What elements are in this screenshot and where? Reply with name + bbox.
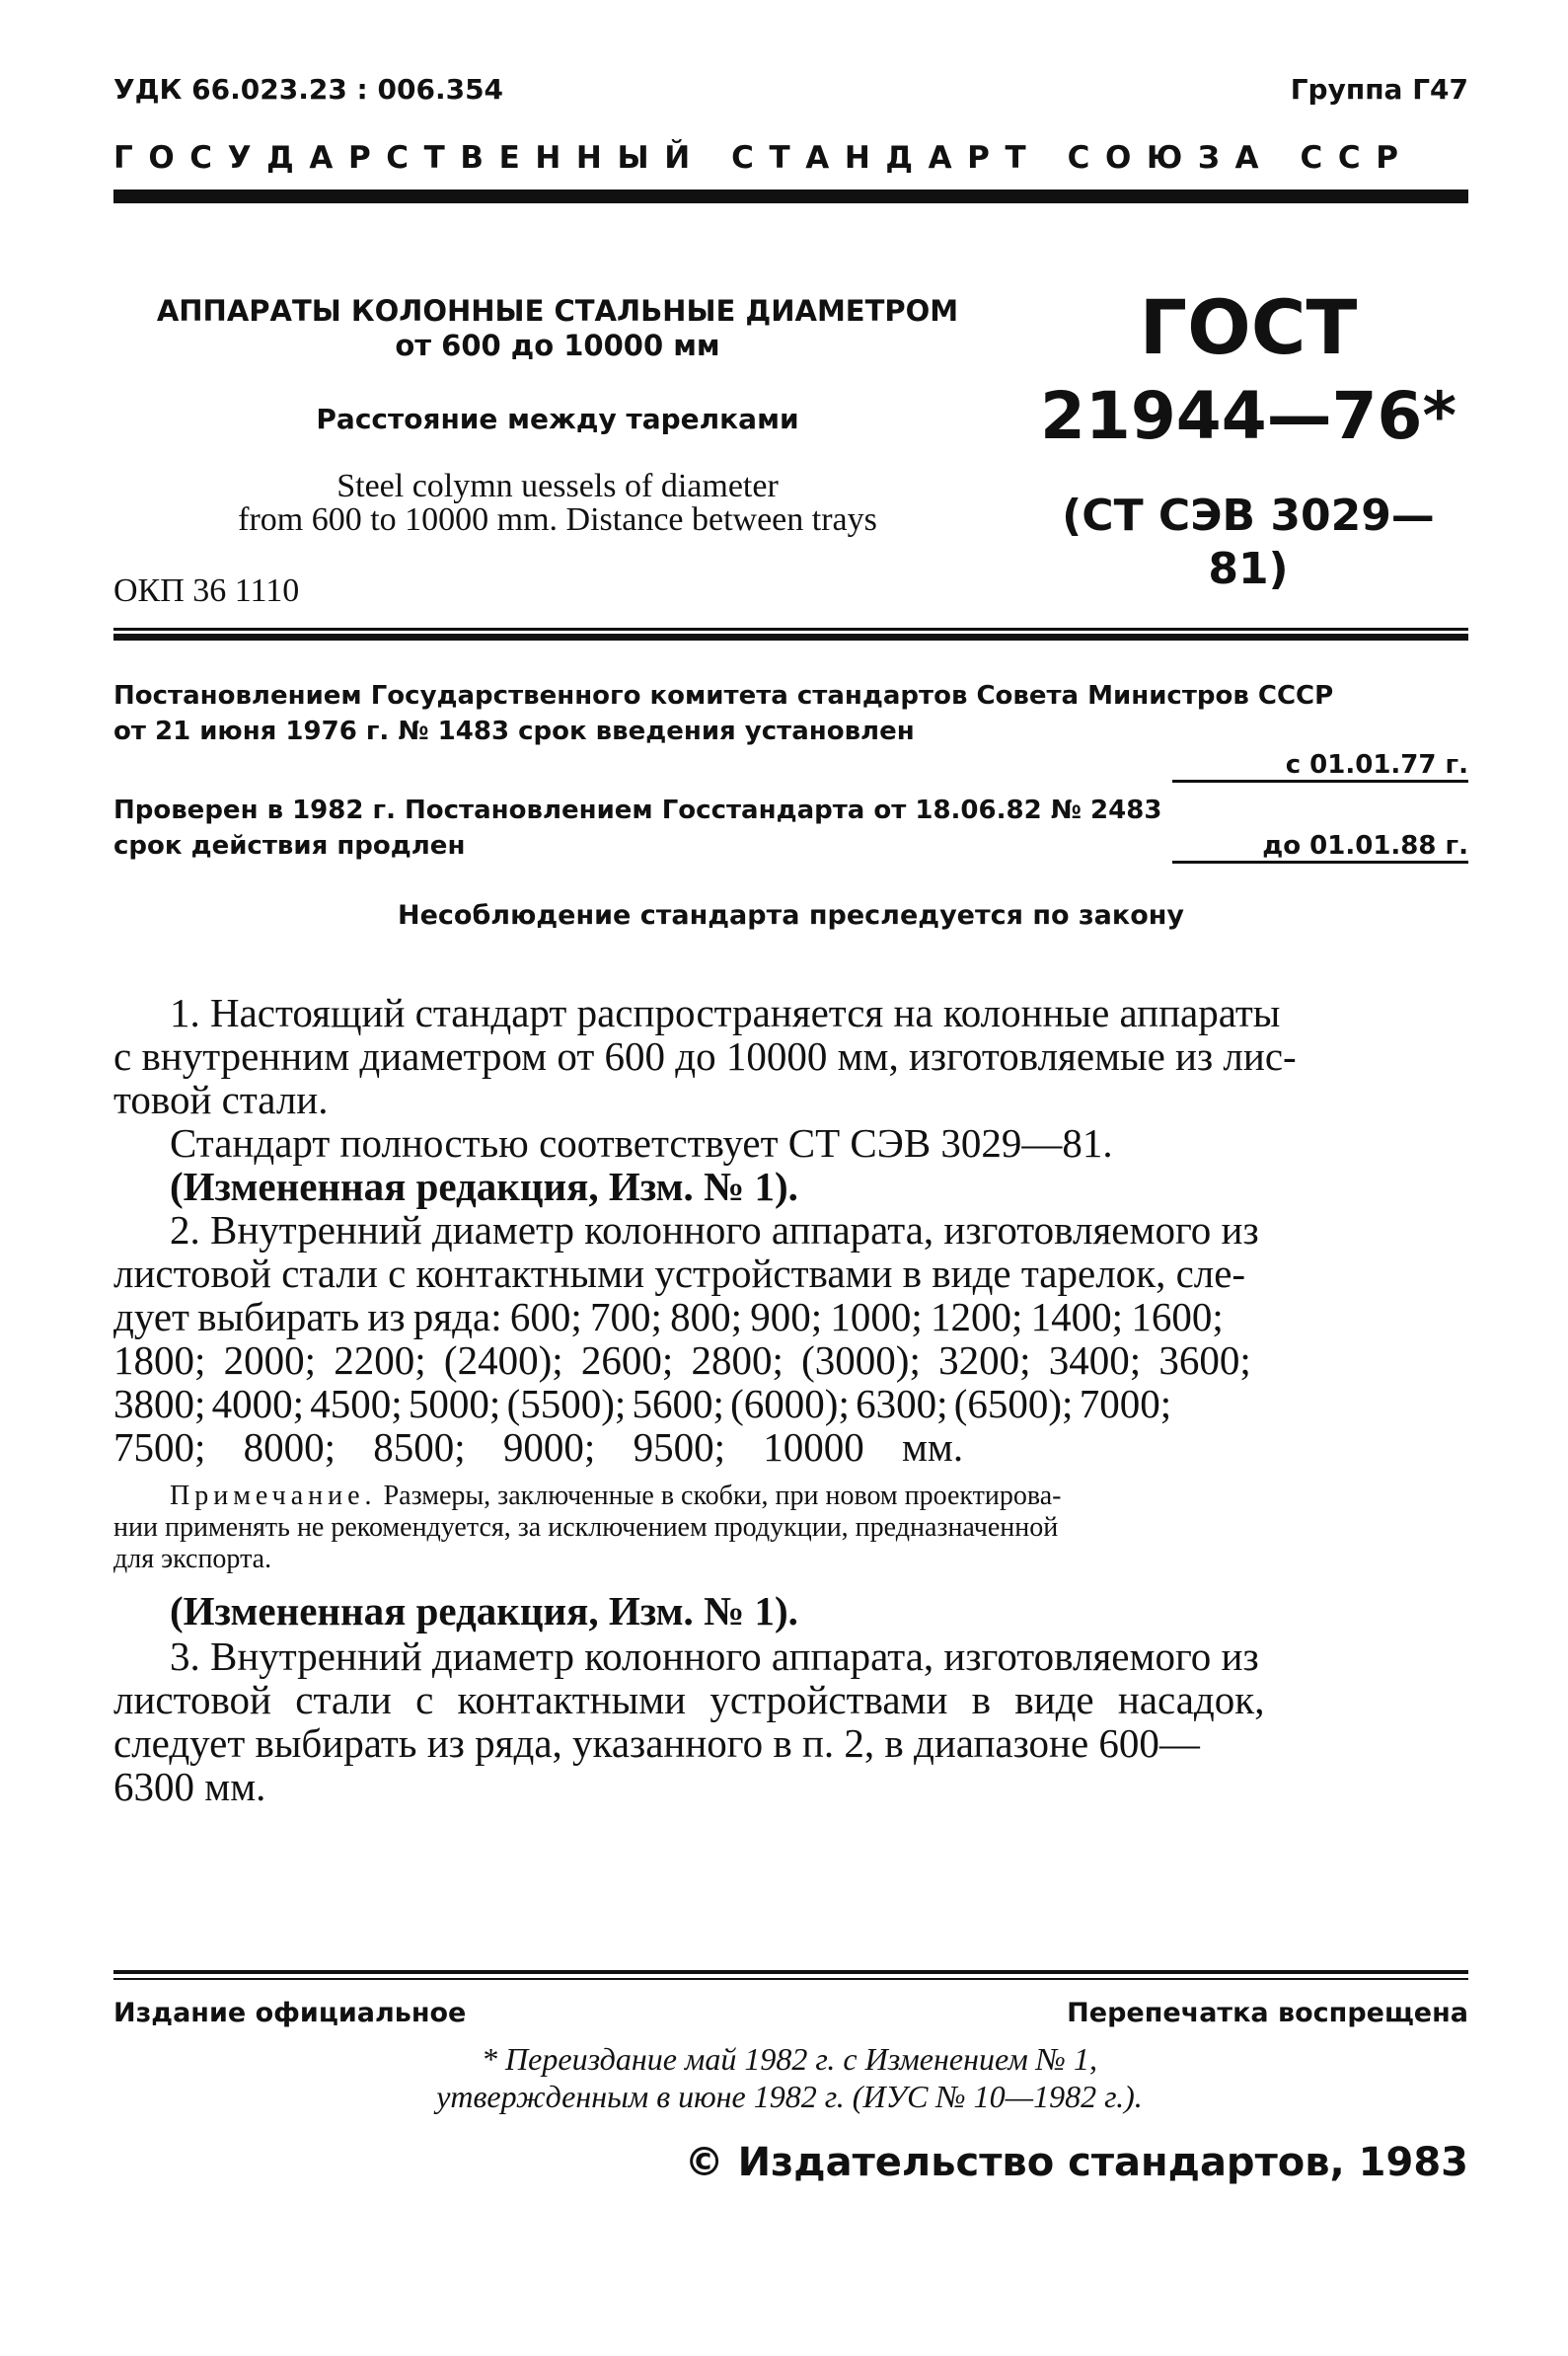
decree-line-2: от 21 июня 1976 г. № 1483 срок введения установлен [113, 717, 915, 746]
reprint-prohibited: Перепечатка воспрещена [1067, 1998, 1468, 2028]
footer-rule-thick [113, 1970, 1468, 1974]
gost-number: 21944—76* [1040, 378, 1456, 454]
gost-label: ГОСТ [1139, 283, 1358, 371]
clause-1-line-1: 1. Настоящий стандарт распространяется на колонные аппараты [170, 990, 1281, 1035]
english-title-line-1: Steel colymn uessels of diameter [336, 468, 779, 504]
amendment-note-2: (Измененная редакция, Изм. № 1). [170, 1588, 798, 1634]
clause-1-line-3: товой стали. [113, 1077, 329, 1122]
reissue-note-line-1: * Переиздание май 1982 г. с Изменением № 1, [482, 2041, 1097, 2077]
clause-2-line-4: 1800; 2000; 2200; (2400); 2600; 2800; (3000); 3200; 3400; 3600; [113, 1337, 1251, 1383]
title-rule-thin [113, 628, 1468, 631]
note-line-1 [113, 1481, 1468, 1512]
clause-2-line-6: 7500; 8000; 8500; 9000; 9500; 10000 мм. [113, 1424, 964, 1470]
clause-2-line-1: 2. Внутренний диаметр колонного аппарата, изготовляемого из [170, 1207, 1259, 1253]
note-line-3: для экспорта. [113, 1544, 272, 1574]
english-title-line-2: from 600 to 10000 mm. Distance between trays [238, 501, 877, 538]
effective-date: с 01.01.77 г. [1172, 750, 1468, 783]
clause-2-line-3: дует выбирать из ряда: 600; 700; 800; 900; 1000; 1200; 1400; 1600; [113, 1294, 1224, 1339]
udk-code: УДК 66.023.23 : 006.354 [113, 73, 504, 106]
state-standard-heading: ГОСУДАРСТВЕННЫЙ СТАНДАРТ СОЮЗА ССР [113, 140, 1414, 176]
clause-1-line-2: с внутренним диаметром от 600 до 10000 мм, изготовляемые из лис- [113, 1033, 1297, 1079]
clause-1-compliance: Стандарт полностью соответствует СТ СЭВ 3029—81. [170, 1120, 1113, 1166]
header-rule [113, 190, 1468, 203]
clause-3-line-3: следует выбирать из ряда, указанного в п. 2, в диапазоне 600— [113, 1720, 1200, 1766]
clause-3-line-4: 6300 мм. [113, 1764, 266, 1809]
official-edition: Издание официальное [113, 1998, 467, 2028]
cmea-standard: (СТ СЭВ 3029—81) [1062, 491, 1435, 594]
clause-3-line-1: 3. Внутренний диаметр колонного аппарата, изготовляемого из [170, 1634, 1259, 1679]
copyright: © Издательство стандартов, 1983 [684, 2140, 1468, 2185]
clause-3-line-2: листовой стали с контактными устройствами в виде насадок, [113, 1677, 1265, 1722]
check-line-2: срок действия продлен [113, 831, 466, 861]
title-line-1: АППАРАТЫ КОЛОННЫЕ СТАЛЬНЫЕ ДИАМЕТРОМ [156, 294, 959, 328]
note-text-1: Размеры, заключенные в скобки, при новом проектирова- [376, 1481, 1062, 1511]
clause-2-line-2: листовой стали с контактными устройствами в виде тарелок, сле- [113, 1251, 1246, 1296]
okp-code: ОКП 36 1110 [113, 572, 300, 609]
extended-date: до 01.01.88 г. [1172, 831, 1468, 864]
reissue-note-line-2: утвержденным в июне 1982 г. (ИУС № 10—1982 г.). [436, 2079, 1143, 2114]
subtitle: Расстояние между тарелками [316, 403, 799, 435]
title-rule-thick [113, 634, 1468, 641]
decree-line-1: Постановлением Государственного комитета стандартов Совета Министров СССР [113, 681, 1334, 711]
group-code: Группа Г47 [1290, 73, 1468, 106]
amendment-note-1: (Измененная редакция, Изм. № 1). [170, 1164, 798, 1209]
law-notice: Несоблюдение стандарта преследуется по закону [397, 900, 1185, 931]
check-line-1: Проверен в 1982 г. Постановлением Госстандарта от 18.06.82 № 2483 [113, 796, 1162, 825]
note-line-2: нии применять не рекомендуется, за исключением продукции, предназначенной [113, 1512, 1059, 1543]
note-label: Примечание. [170, 1481, 377, 1511]
title-line-2: от 600 до 10000 мм [395, 329, 720, 362]
clause-2-line-5: 3800; 4000; 4500; 5000; (5500); 5600; (6000); 6300; (6500); 7000; [113, 1381, 1172, 1426]
footer-rule-thin [113, 1978, 1468, 1980]
